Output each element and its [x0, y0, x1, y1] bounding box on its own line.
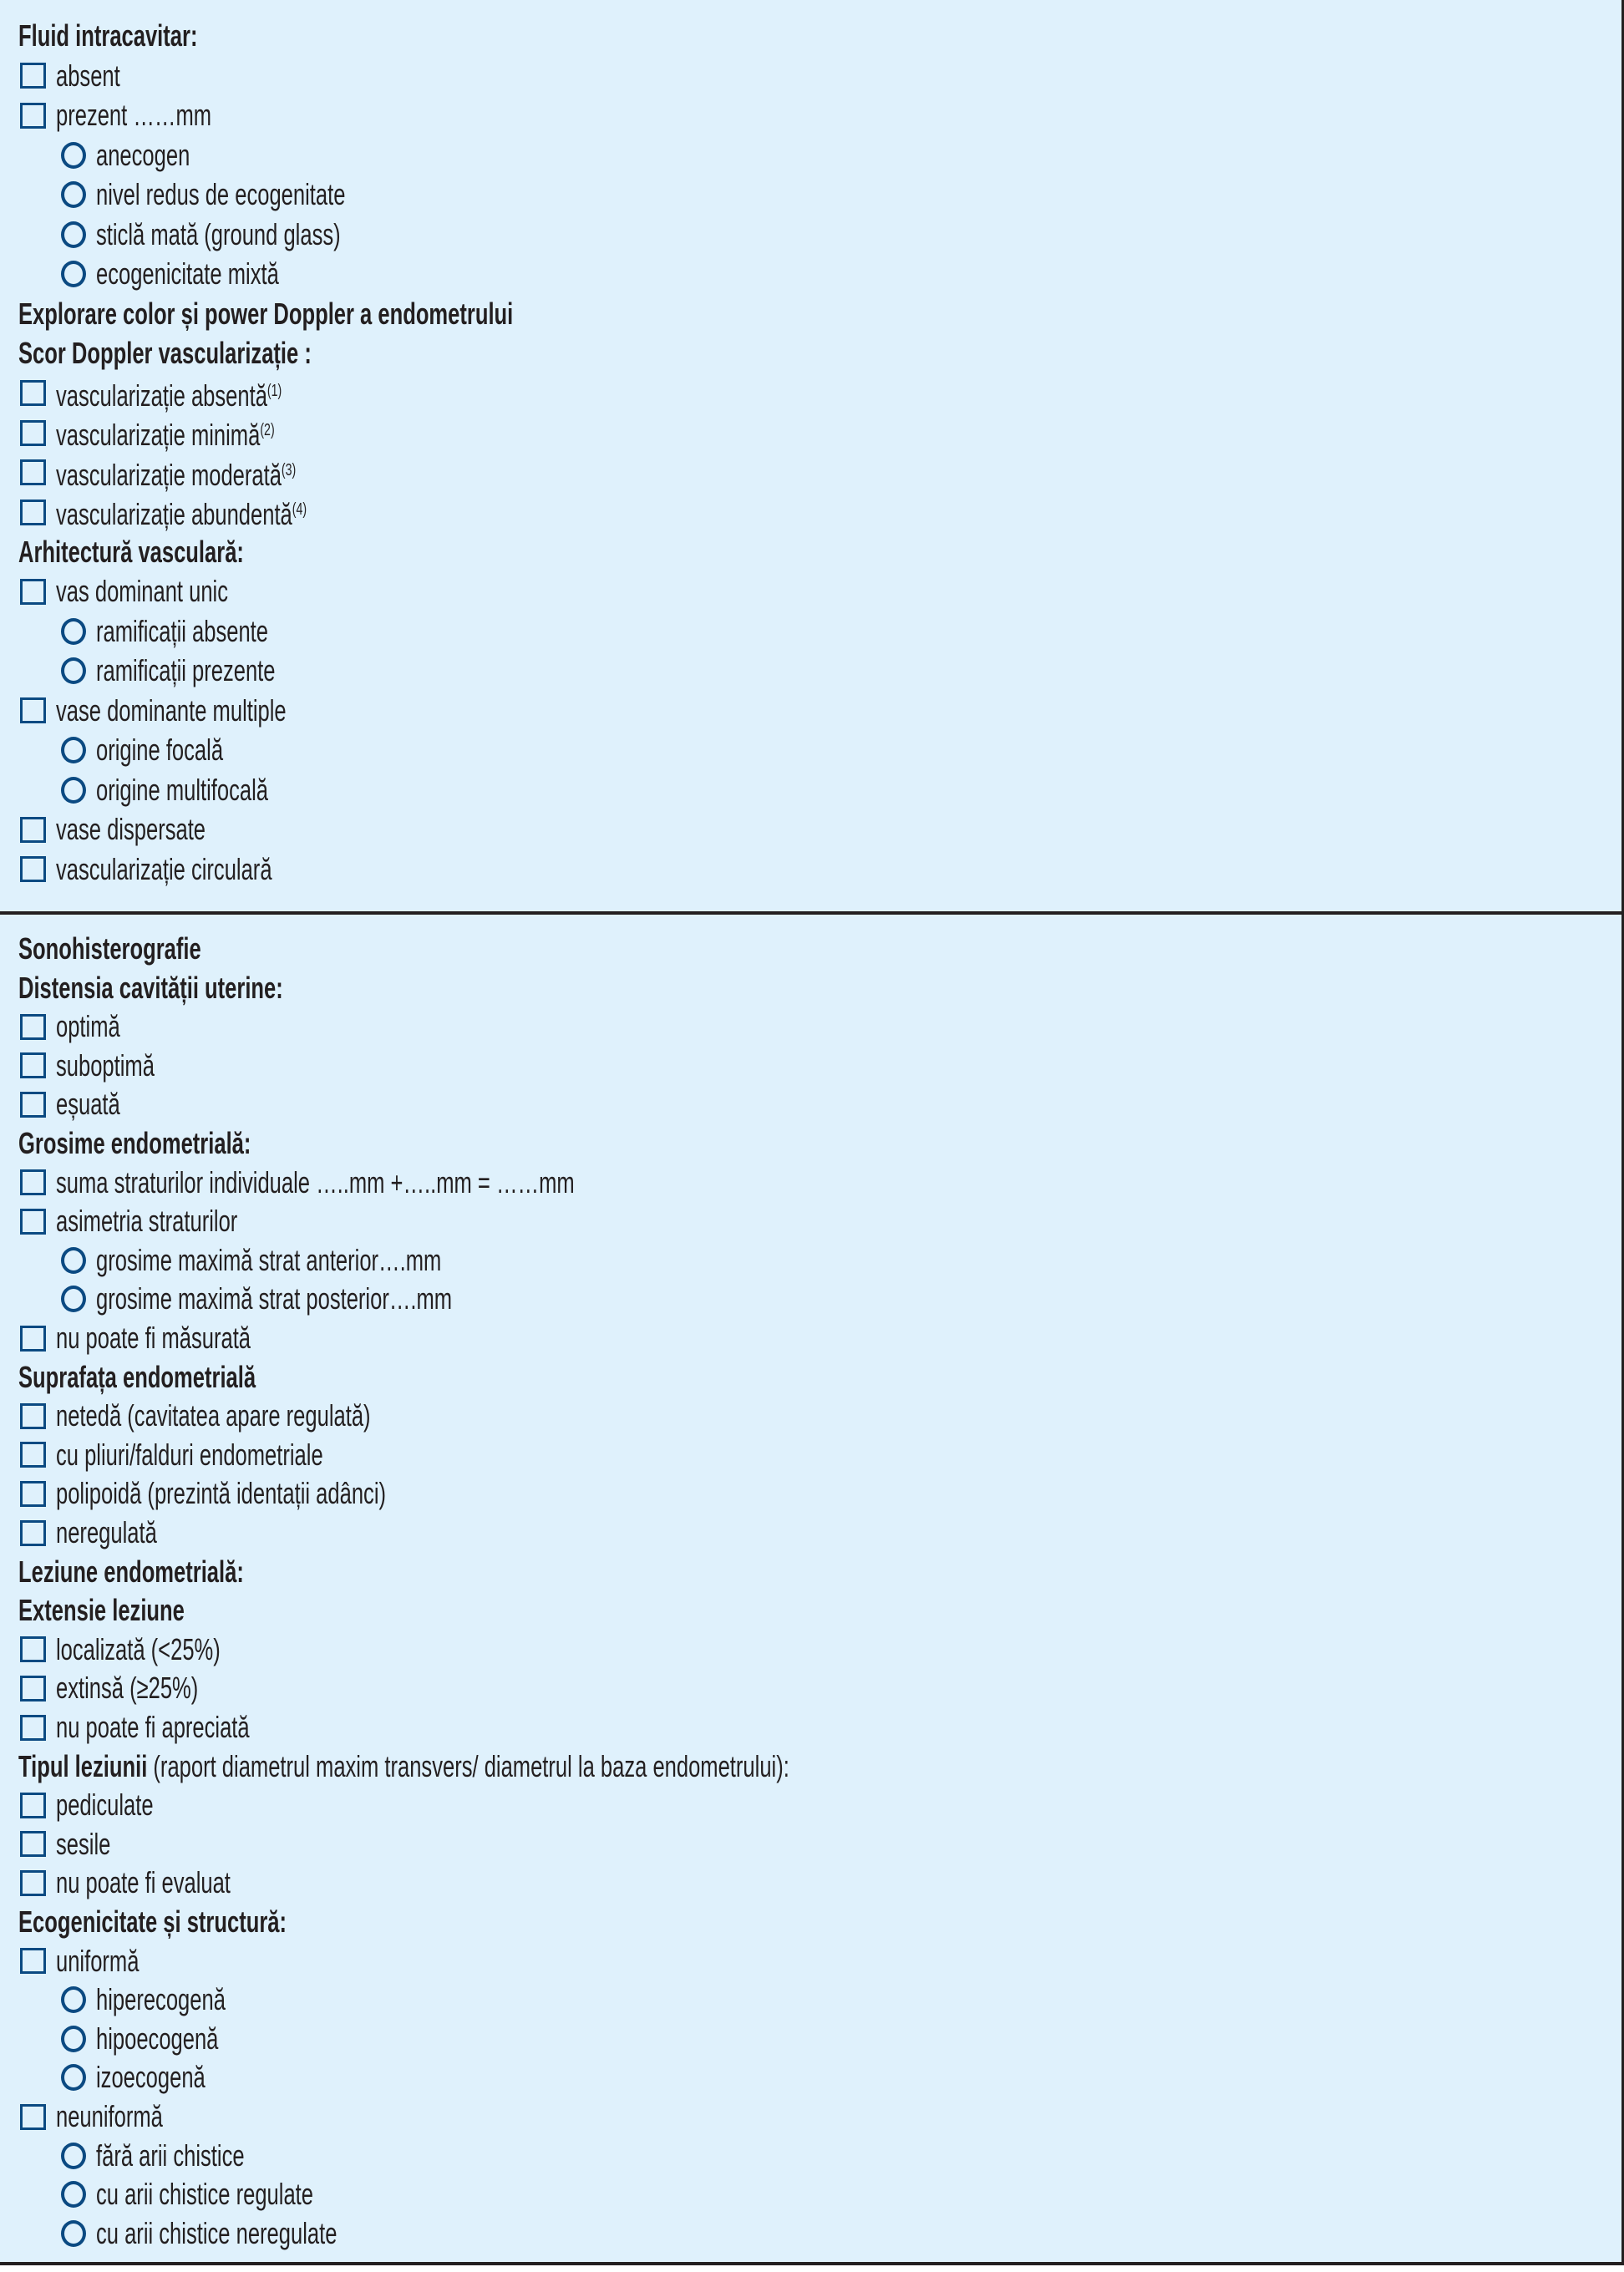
item-label — [56, 811, 206, 848]
checkbox-square-icon[interactable] — [20, 1052, 46, 1078]
footnote-marker: (1) — [266, 381, 282, 400]
label-text: Grosime endometrială: — [18, 1126, 251, 1160]
checkbox-square-icon[interactable] — [20, 1481, 46, 1507]
label-text: cu arii chistice neregulate — [96, 2215, 337, 2250]
checkbox-absent[interactable] — [20, 58, 146, 94]
checkbox-nu-poate-fi-apreciata[interactable] — [20, 1709, 328, 1746]
item-label — [96, 2215, 337, 2252]
label-text: Suprafața endometrială — [18, 1359, 256, 1394]
item-label — [56, 1008, 120, 1045]
item-label — [96, 2176, 313, 2213]
radio-izoecogena[interactable] — [61, 2059, 250, 2096]
label-text: neregulată — [56, 1515, 157, 1549]
checkbox-suboptima[interactable] — [20, 1047, 195, 1084]
label-text: extinsă (≥25%) — [56, 1671, 199, 1706]
section-heading-grosime-endometriala — [18, 1125, 346, 1162]
label-text: optimă — [56, 1009, 120, 1044]
radio-circle-icon[interactable] — [61, 181, 86, 208]
checkbox-esuata[interactable] — [20, 1086, 146, 1123]
checkbox-square-icon[interactable] — [20, 1793, 46, 1818]
radio-hipoecogena[interactable] — [61, 2021, 268, 2057]
label-text: origine multifocală — [96, 772, 269, 807]
label-text: Scor Doppler vascularizație : — [18, 336, 312, 370]
label-text: ecogenicitate mixtă — [96, 256, 279, 291]
item-label — [56, 1047, 155, 1084]
footnote-marker: (2) — [260, 421, 275, 439]
checkbox-neregulata[interactable] — [20, 1514, 198, 1551]
radio-origine-focala[interactable] — [61, 732, 275, 768]
label-text: grosime maximă strat posterior….mm — [96, 1281, 453, 1316]
item-label — [56, 1086, 120, 1123]
form-section-fluid-doppler — [0, 0, 1624, 915]
item-label — [18, 1554, 244, 1590]
radio-circle-icon[interactable] — [61, 2026, 86, 2052]
label-text: izoecogenă — [96, 2060, 206, 2095]
checkbox-extinsa-25[interactable] — [20, 1670, 256, 1707]
item-label — [56, 851, 272, 888]
label-text: suboptimă — [56, 1047, 155, 1083]
checkbox-square-icon[interactable] — [20, 63, 46, 89]
checkbox-square-icon[interactable] — [20, 459, 46, 485]
section-heading-scor-doppler-vascularizatie — [18, 335, 431, 372]
item-label — [56, 452, 296, 494]
checkbox-square-icon[interactable] — [20, 817, 46, 843]
label-text: Extensie leziune — [18, 1593, 185, 1628]
label-text: Distensia cavității uterine: — [18, 970, 283, 1005]
label-text: grosime maximă strat anterior….mm — [96, 1242, 442, 1277]
checkbox-asimetria-straturilor[interactable] — [20, 1203, 312, 1240]
checkbox-prezent-mm[interactable] — [20, 97, 275, 134]
item-label — [96, 2059, 206, 2096]
item-label — [96, 2138, 245, 2174]
radio-fara-arii-chistice[interactable] — [61, 2138, 305, 2174]
item-label — [96, 137, 190, 174]
radio-circle-icon[interactable] — [61, 657, 86, 684]
label-text: cu pliuri/falduri endometriale — [56, 1437, 323, 1472]
checkbox-square-icon[interactable] — [20, 420, 46, 446]
radio-ecogenicitate-mixta[interactable] — [61, 256, 353, 292]
label-text: nivel redus de ecogenitate — [96, 177, 346, 211]
label-text: nu poate fi evaluat — [56, 1865, 231, 1900]
item-label — [56, 1670, 198, 1707]
checkbox-square-icon[interactable] — [20, 1831, 46, 1857]
label-text: vascularizație abundentă — [56, 497, 292, 531]
checkbox-square-icon[interactable] — [20, 500, 46, 525]
checkbox-square-icon[interactable] — [20, 1209, 46, 1235]
checkbox-vascularizatie-moderata[interactable] — [20, 454, 394, 491]
label-text: prezent ……mm — [56, 98, 212, 132]
item-label — [18, 296, 513, 332]
item-label — [18, 1592, 185, 1629]
label-text: hiperecogenă — [96, 1982, 226, 2017]
radio-sticla-mata-ground-glass[interactable] — [61, 216, 440, 253]
radio-circle-icon[interactable] — [61, 777, 86, 804]
radio-circle-icon[interactable] — [61, 2181, 86, 2208]
label-text: anecogen — [96, 137, 190, 172]
label-text: localizată (<25%) — [56, 1631, 221, 1666]
checkbox-square-icon[interactable] — [20, 1870, 46, 1896]
checkbox-square-icon[interactable] — [20, 1326, 46, 1352]
checkbox-vascularizatie-circulara[interactable] — [20, 851, 360, 888]
checkbox-square-icon[interactable] — [20, 697, 46, 723]
checkbox-vase-dominante-multiple[interactable] — [20, 692, 380, 729]
item-label — [18, 1748, 789, 1785]
item-label — [18, 534, 244, 571]
radio-cu-arii-chistice-neregulate[interactable] — [61, 2215, 435, 2252]
label-text: neuniformă — [56, 2099, 163, 2133]
radio-circle-icon[interactable] — [61, 618, 86, 645]
checkbox-vase-dispersate[interactable] — [20, 811, 266, 848]
section-heading-tipul-leziunii — [18, 1748, 1104, 1785]
item-label — [56, 1943, 139, 1980]
item-label — [56, 97, 211, 134]
checkbox-square-icon[interactable] — [20, 1403, 46, 1429]
item-label — [56, 1203, 237, 1240]
checkbox-optima[interactable] — [20, 1008, 146, 1045]
footnote-marker: (4) — [292, 500, 307, 519]
radio-circle-icon[interactable] — [61, 1286, 86, 1312]
radio-circle-icon[interactable] — [61, 1247, 86, 1274]
item-label — [56, 2098, 163, 2135]
checkbox-vas-dominant-unic[interactable] — [20, 573, 298, 610]
label-text: uniformă — [56, 1943, 140, 1978]
item-label — [56, 1164, 575, 1201]
item-label — [56, 58, 120, 94]
item-label — [18, 1904, 287, 1940]
checkbox-sesile[interactable] — [20, 1826, 133, 1863]
label-text: pediculate — [56, 1788, 154, 1823]
item-label — [56, 1709, 250, 1746]
item-label — [56, 1320, 251, 1357]
label-text: sesile — [56, 1826, 111, 1861]
item-label — [56, 1475, 386, 1512]
label-text: Tipul leziunii — [18, 1748, 148, 1783]
item-label — [18, 18, 197, 54]
label-text: nu poate fi măsurată — [56, 1321, 251, 1355]
item-label — [96, 2021, 218, 2057]
section-heading-distensia-cavitatii-uterine — [18, 970, 391, 1007]
checkbox-square-icon[interactable] — [20, 1169, 46, 1195]
radio-hiperecogena[interactable] — [61, 1981, 278, 2018]
label-text: hipoecogenă — [96, 2021, 219, 2056]
checkbox-square-icon[interactable] — [20, 579, 46, 605]
item-label — [56, 373, 282, 414]
checkbox-square-icon[interactable] — [20, 1520, 46, 1546]
checkbox-vascularizatie-minima[interactable] — [20, 414, 364, 451]
checkbox-polipoida-prezinta-identatii-adanci[interactable] — [20, 1475, 520, 1512]
checkbox-vascularizatie-abundenta[interactable] — [20, 494, 409, 530]
label-text: Sonohisterografie — [18, 931, 201, 966]
section-heading-ecogenicitate-si-structura — [18, 1904, 396, 1940]
item-label — [96, 216, 341, 253]
label-text: ramificații prezente — [96, 653, 276, 687]
label-text: ramificații absente — [96, 613, 268, 648]
section-heading-fluid-intracavitar — [18, 18, 271, 54]
item-label — [96, 1981, 226, 2018]
radio-ramificatii-prezente[interactable] — [61, 652, 348, 689]
checkbox-square-icon[interactable] — [20, 1676, 46, 1701]
label-text: polipoidă (prezintă identații adânci) — [56, 1476, 387, 1511]
label-text: vase dominante multiple — [56, 692, 287, 728]
label-text: fără arii chistice — [96, 2138, 245, 2173]
item-label — [18, 931, 201, 967]
label-text: Leziune endometrială: — [18, 1554, 244, 1589]
label-text: absent — [56, 58, 120, 93]
item-label — [96, 613, 268, 650]
checkbox-square-icon[interactable] — [20, 1092, 46, 1118]
checkbox-square-icon[interactable] — [20, 2104, 46, 2130]
item-label — [56, 1514, 157, 1551]
label-text: suma straturilor individuale …..mm +…..mm = ……mm — [56, 1164, 575, 1199]
checkbox-square-icon[interactable] — [20, 1014, 46, 1040]
checkbox-square-icon[interactable] — [20, 1715, 46, 1741]
radio-circle-icon[interactable] — [61, 142, 86, 169]
item-label — [18, 970, 283, 1007]
radio-circle-icon[interactable] — [61, 2220, 86, 2247]
item-label — [56, 1437, 323, 1473]
checkbox-nu-poate-fi-evaluat[interactable] — [20, 1864, 302, 1901]
section-heading-leziune-endometriala — [18, 1554, 336, 1590]
radio-grosime-maxima-strat-posterior-mm[interactable] — [61, 1281, 597, 1317]
item-label — [18, 335, 312, 372]
checkbox-square-icon[interactable] — [20, 380, 46, 406]
item-label — [96, 732, 223, 768]
radio-nivel-redus-de-ecogenitate[interactable] — [61, 176, 447, 213]
label-text: vas dominant unic — [56, 574, 229, 608]
checkbox-neteda-cavitatea-apare-regulata[interactable] — [20, 1397, 499, 1434]
checkbox-square-icon[interactable] — [20, 103, 46, 129]
item-label — [96, 1242, 441, 1279]
item-label — [56, 1787, 154, 1823]
label-text: vascularizație absentă — [56, 378, 267, 413]
radio-origine-multifocala[interactable] — [61, 772, 338, 809]
item-label — [56, 491, 307, 533]
checkbox-square-icon[interactable] — [20, 1636, 46, 1662]
label-text: vase dispersate — [56, 812, 206, 846]
label-text: vascularizație moderată — [56, 457, 282, 492]
checkbox-localizata-25[interactable] — [20, 1631, 287, 1668]
checkbox-cu-pliuri-falduri-endometriale[interactable] — [20, 1437, 432, 1473]
item-label — [96, 176, 345, 213]
radio-circle-icon[interactable] — [61, 221, 86, 248]
checkbox-square-icon[interactable] — [20, 856, 46, 882]
radio-circle-icon[interactable] — [61, 261, 86, 287]
radio-circle-icon[interactable] — [61, 2064, 86, 2091]
checkbox-suma-straturilor-individuale-mm-mm-mm[interactable] — [20, 1164, 786, 1201]
checkbox-uniforma[interactable] — [20, 1943, 173, 1980]
label-text: Fluid intracavitar: — [18, 18, 198, 53]
radio-circle-icon[interactable] — [61, 2143, 86, 2169]
label-text: Arhitectură vasculară: — [18, 534, 244, 569]
item-label — [56, 1397, 371, 1434]
checkbox-pediculate[interactable] — [20, 1787, 193, 1823]
item-label — [56, 573, 228, 610]
section-heading-sonohisterografie — [18, 931, 276, 967]
item-label — [96, 1281, 452, 1317]
radio-ramificatii-absente[interactable] — [61, 613, 338, 650]
radio-anecogen[interactable] — [61, 137, 228, 174]
label-text: cu arii chistice regulate — [96, 2177, 313, 2212]
radio-grosime-maxima-strat-anterior-mm[interactable] — [61, 1242, 582, 1279]
section-heading-suprafata-endometriala — [18, 1359, 353, 1396]
item-label — [56, 1631, 221, 1668]
label-text: nu poate fi apreciată — [56, 1710, 250, 1744]
label-text: vascularizație circulară — [56, 851, 272, 886]
label-text: asimetria straturilor — [56, 1204, 238, 1239]
label-text: netedă (cavitatea apare regulată) — [56, 1398, 371, 1433]
radio-cu-arii-chistice-regulate[interactable] — [61, 2176, 402, 2213]
checkbox-square-icon[interactable] — [20, 1948, 46, 1974]
item-label — [96, 256, 279, 292]
section-heading-explorare-color-si-power-doppler-a-endom — [18, 296, 715, 332]
label-note: (raport diametrul maxim transvers/ diametrul la baza endometrului): — [147, 1748, 789, 1783]
item-label — [96, 772, 268, 809]
radio-circle-icon[interactable] — [61, 737, 86, 763]
section-heading-arhitectura-vasculara — [18, 534, 336, 571]
item-label — [56, 692, 287, 729]
label-text: origine focală — [96, 733, 224, 767]
item-label — [18, 1125, 251, 1162]
checkbox-square-icon[interactable] — [20, 1442, 46, 1468]
checkbox-neuniforma[interactable] — [20, 2098, 206, 2135]
item-label — [96, 652, 276, 689]
label-text: Ecogenicitate și structură: — [18, 1904, 287, 1939]
footnote-marker: (3) — [281, 460, 297, 479]
checkbox-nu-poate-fi-masurata[interactable] — [20, 1320, 330, 1357]
form-section-sonohisterografie — [0, 915, 1624, 2265]
label-text: vascularizație minimă — [56, 418, 261, 452]
item-label — [56, 1864, 231, 1901]
label-text: sticlă mată (ground glass) — [96, 216, 341, 251]
radio-circle-icon[interactable] — [61, 1986, 86, 2013]
section-heading-extensie-leziune — [18, 1592, 252, 1629]
label-text: eșuată — [56, 1087, 120, 1122]
label-text: Explorare color și power Doppler a endometrului — [18, 296, 514, 331]
item-label — [18, 1359, 256, 1396]
item-label — [56, 412, 275, 454]
item-label — [56, 1826, 110, 1863]
checkbox-vascularizatie-absenta[interactable] — [20, 375, 374, 412]
